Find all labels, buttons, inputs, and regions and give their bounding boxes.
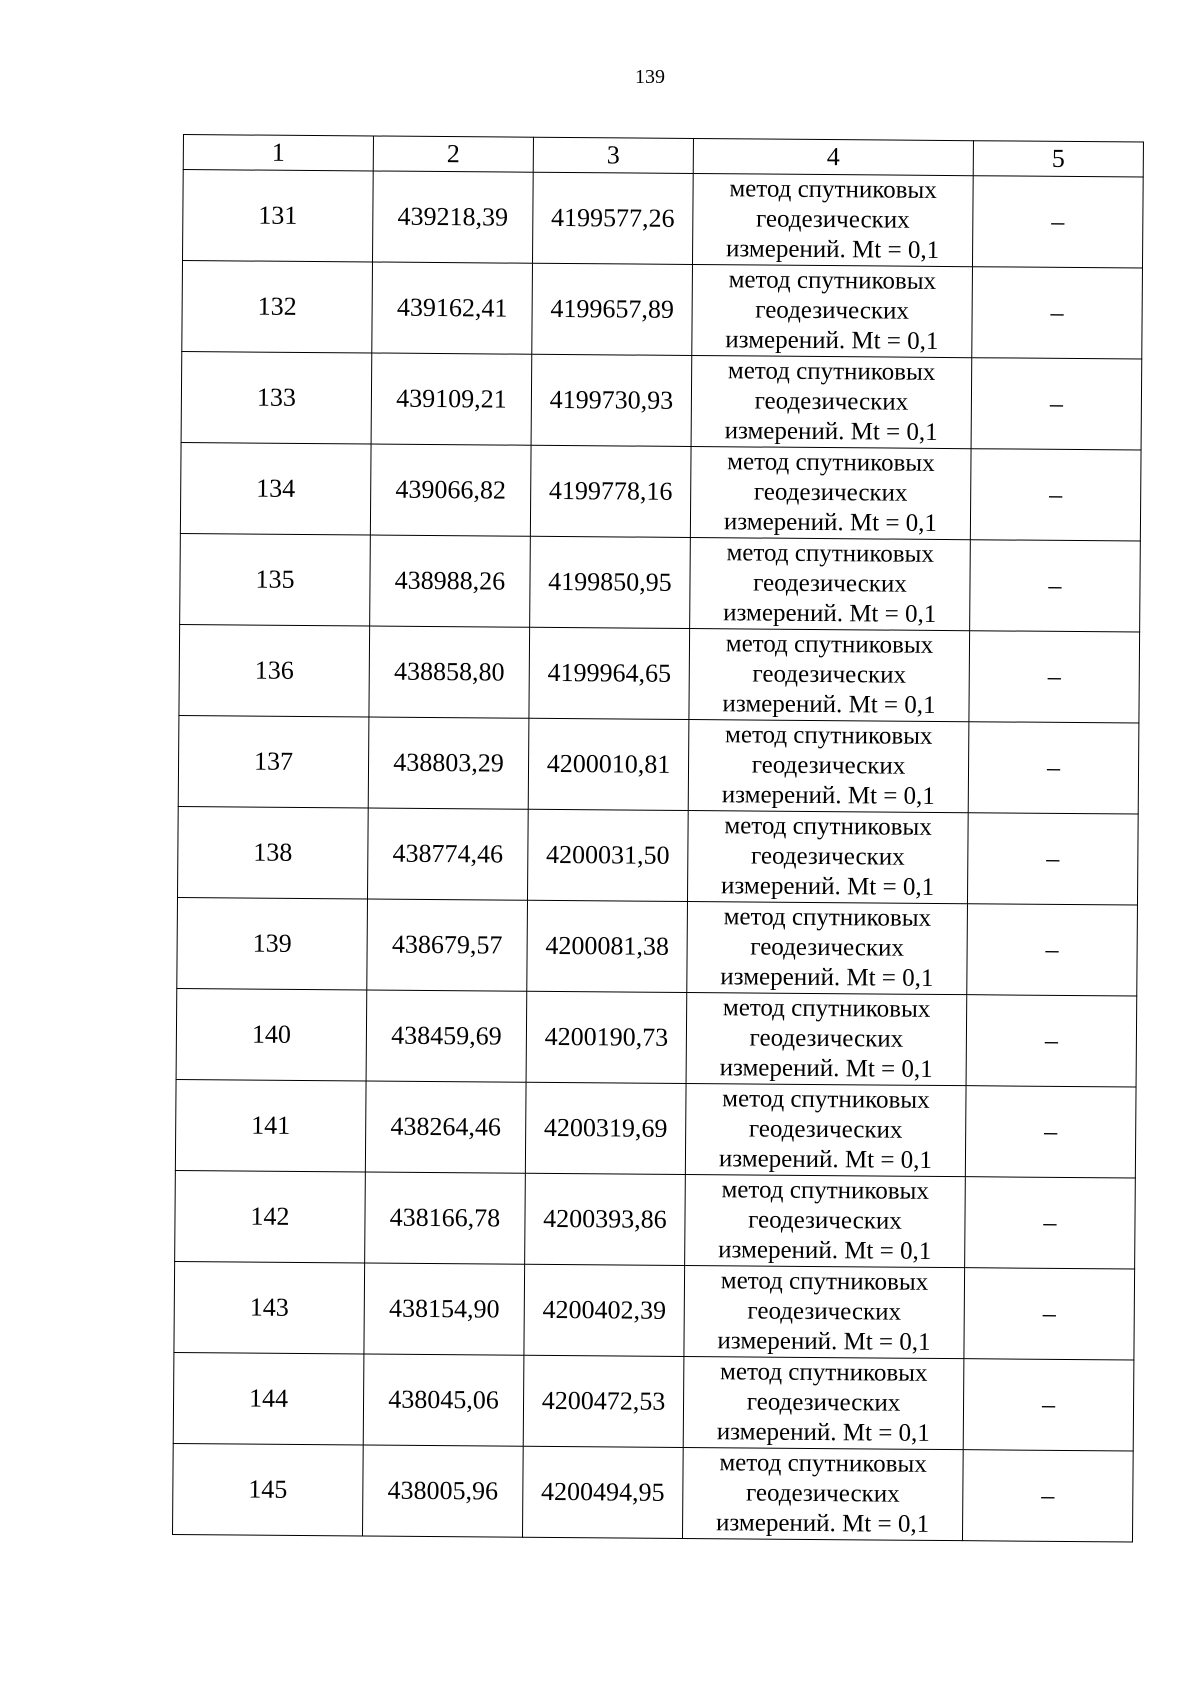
y-coordinate-cell: 4199730,93 [531,354,692,446]
method-text-line: метод спутниковых [724,812,932,841]
table-row [180,533,1141,632]
y-coordinate-cell: 4200190,73 [526,991,687,1083]
coordinates-table [172,134,1144,1543]
note-cell: – [966,995,1137,1087]
table-row [175,1170,1136,1269]
table-row [174,1261,1135,1360]
point-number-cell: 145 [173,1443,364,1535]
method-text-line: измерений. Mt = 0,1 [718,1145,933,1174]
note-cell: – [963,1359,1134,1451]
method-text-line: метод спутниковых [727,448,935,477]
point-number-cell: 139 [177,897,368,989]
method-cell [692,265,973,358]
note-cell: – [965,1177,1136,1269]
column-header-2: 2 [373,136,533,172]
method-text-line: измерений. Mt = 0,1 [723,508,938,537]
method-cell [689,628,970,721]
x-coordinate-cell: 438988,26 [370,535,531,627]
method-text-line: метод спутниковых [721,1176,930,1205]
method-text-line: измерений. Mt = 0,1 [719,1054,933,1083]
table-body [173,170,1144,1542]
method-text-line: измерений. Mt = 0,1 [724,417,938,446]
table-row [177,897,1138,996]
column-header-1: 1 [183,135,373,171]
method-text-line: геодезических [754,387,909,416]
x-coordinate-cell: 438154,90 [364,1263,525,1355]
point-number-cell: 133 [181,351,372,443]
note-cell: – [967,904,1138,996]
note-cell: – [969,631,1140,723]
note-cell: – [964,1268,1135,1360]
note-cell: – [970,449,1141,541]
method-text-line: измерений. Mt = 0,1 [715,1509,930,1538]
method-text-line: геодезических [753,569,907,598]
y-coordinate-cell: 4199964,65 [529,627,690,719]
table-row [173,1352,1134,1451]
table-row [180,442,1141,541]
method-text-line: геодезических [750,933,905,962]
note-cell: – [972,267,1143,359]
method-text-line: метод спутниковых [720,1267,929,1296]
method-text-line: измерений. Mt = 0,1 [720,963,934,992]
x-coordinate-cell: 438045,06 [363,1354,524,1446]
method-text-line: измерений. Mt = 0,1 [717,1327,931,1356]
table-row [178,715,1139,814]
table-row [182,261,1143,360]
table-row [181,351,1142,450]
column-header-4: 4 [693,139,973,176]
method-text-line: метод спутниковых [723,903,932,932]
method-text-line: метод спутниковых [719,1358,928,1387]
y-coordinate-cell: 4200472,53 [523,1355,684,1447]
point-number-cell: 142 [175,1170,366,1262]
x-coordinate-cell: 438858,80 [369,626,530,718]
point-number-cell: 131 [183,170,374,262]
page-number-text: 139 [635,66,665,88]
point-number-cell: 135 [180,533,371,625]
table-row [175,1079,1136,1178]
method-text-line: геодезических [755,205,910,234]
x-coordinate-cell: 439109,21 [371,353,532,445]
method-text-line: измерений. Mt = 0,1 [725,235,940,264]
note-cell: – [965,1086,1136,1178]
method-cell [685,1083,966,1176]
method-text-line: метод спутниковых [728,266,937,295]
point-number-cell: 144 [173,1352,364,1444]
x-coordinate-cell: 439162,41 [372,262,533,354]
method-cell [685,1174,966,1267]
method-text-line: метод спутниковых [722,994,931,1023]
method-text-line: геодезических [746,1388,901,1417]
method-text-line: геодезических [747,1297,902,1326]
method-text-line: измерений. Mt = 0,1 [718,1236,932,1265]
note-cell: – [968,722,1139,814]
table-row [173,1443,1134,1542]
method-text-line: геодезических [755,296,910,325]
y-coordinate-cell: 4200494,95 [522,1446,683,1538]
method-text-line: метод спутниковых [725,630,934,659]
method-text-line: геодезических [750,842,905,871]
table-row [179,624,1140,723]
table-row [176,988,1137,1087]
method-cell [688,719,969,812]
y-coordinate-cell: 4200319,69 [525,1082,686,1174]
x-coordinate-cell: 438264,46 [365,1081,526,1173]
y-coordinate-cell: 4199850,95 [530,536,691,628]
method-text-line: метод спутниковых [727,357,936,386]
y-coordinate-cell: 4199577,26 [532,172,693,264]
method-cell [692,174,973,267]
table-row [183,170,1144,269]
method-cell [686,992,967,1085]
y-coordinate-cell: 4200081,38 [527,900,688,992]
method-text-line: измерений. Mt = 0,1 [723,599,937,628]
x-coordinate-cell: 438679,57 [367,899,528,991]
x-coordinate-cell: 438774,46 [367,808,528,900]
method-cell [691,356,972,449]
method-cell [690,446,971,539]
method-text-line: измерений. Mt = 0,1 [720,872,935,901]
method-text-line: геодезических [749,1024,904,1053]
note-cell: – [962,1450,1133,1542]
point-number-cell: 132 [182,261,373,353]
method-text-line: метод спутниковых [722,1085,930,1114]
note-cell: – [972,176,1143,268]
method-text-line: измерений. Mt = 0,1 [722,690,936,719]
method-text-line: метод спутниковых [719,1449,927,1478]
point-number-cell: 136 [179,624,370,716]
method-cell [687,901,968,994]
table-row [178,806,1139,905]
x-coordinate-cell: 439066,82 [370,444,531,536]
method-text-line: геодезических [748,1206,902,1235]
method-cell [690,537,971,630]
point-number-cell: 140 [176,988,367,1080]
method-text-line: геодезических [748,1115,903,1144]
method-text-line: геодезических [753,478,908,507]
method-text-line: геодезических [752,660,907,689]
method-text-line: метод спутниковых [726,539,935,568]
method-text-line: метод спутниковых [729,175,937,204]
point-number-cell: 138 [178,806,369,898]
y-coordinate-cell: 4200010,81 [528,718,689,810]
method-text-line: измерений. Mt = 0,1 [721,781,935,810]
method-cell [682,1447,963,1540]
x-coordinate-cell: 438803,29 [368,717,529,809]
point-number-cell: 141 [175,1079,366,1171]
column-header-3: 3 [533,137,693,173]
point-number-cell: 143 [174,1261,365,1353]
column-header-5: 5 [973,141,1143,177]
y-coordinate-cell: 4199657,89 [532,263,693,355]
x-coordinate-cell: 438166,78 [365,1172,526,1264]
point-number-cell: 134 [180,442,371,534]
method-text-line: измерений. Mt = 0,1 [716,1418,930,1447]
method-text-line: геодезических [745,1479,900,1508]
point-number-cell: 137 [178,715,369,807]
method-cell [684,1265,965,1358]
note-cell: – [970,540,1141,632]
note-cell: – [967,813,1138,905]
x-coordinate-cell: 438459,69 [366,990,527,1082]
method-text-line: метод спутниковых [724,721,933,750]
x-coordinate-cell: 438005,96 [362,1445,523,1537]
y-coordinate-cell: 4199778,16 [530,445,691,537]
x-coordinate-cell: 439218,39 [373,171,534,263]
note-cell: – [971,358,1142,450]
method-text-line: геодезических [751,751,906,780]
y-coordinate-cell: 4200393,86 [525,1173,686,1265]
method-cell [683,1356,964,1449]
method-text-line: измерений. Mt = 0,1 [725,326,939,355]
page-number [0,66,1200,89]
method-cell [687,810,968,903]
y-coordinate-cell: 4200402,39 [524,1264,685,1356]
y-coordinate-cell: 4200031,50 [527,809,688,901]
